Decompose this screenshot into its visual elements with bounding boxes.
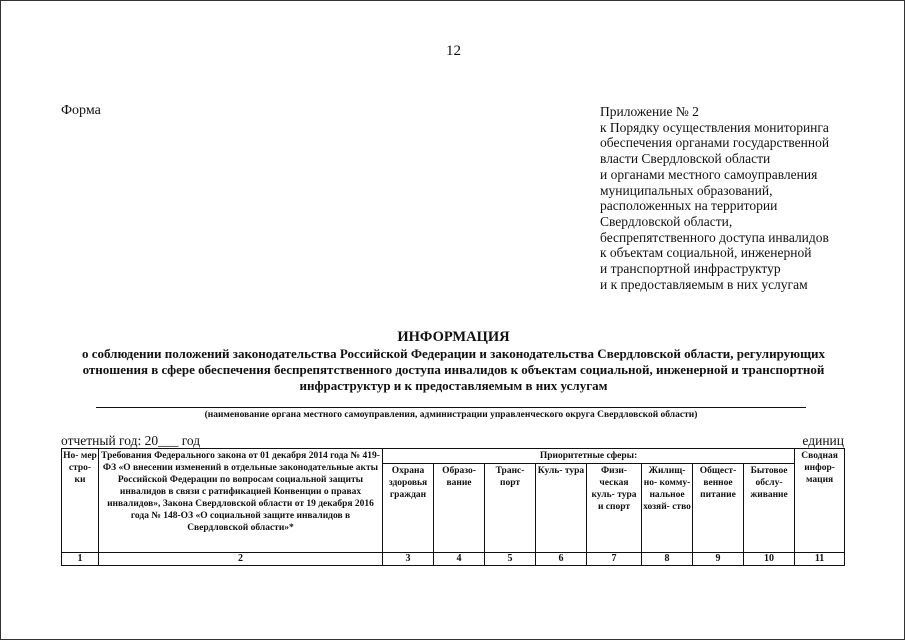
header-requirements: Требования Федерального закона от 01 декабря 2014 года № 419-ФЗ «О внесении изменений в отдельные законодательные акты Российской Федерации по вопросам социальной защиты инвалидов в связи с ратификацией Конвенции о правах инвалидов», Закона Свердловской области от 19 декабря 2016 года № 148-ОЗ «О социальной защите инвалидов в Свердловской области»* (99, 449, 383, 553)
annex-line: муниципальных образований, (600, 182, 773, 198)
annex-line: и органами местного самоуправления (600, 166, 818, 182)
annex-line: и транспортной инфраструктур (600, 261, 781, 277)
fill-in-line (96, 407, 806, 408)
header-sphere: Куль- тура (536, 464, 587, 553)
header-sphere: Бытовое обслу- живание (744, 464, 795, 553)
column-number: 1 (62, 553, 99, 566)
annex-line: расположенных на территории (600, 198, 778, 214)
document-title: ИНФОРМАЦИЯ (397, 329, 510, 345)
reporting-year: отчетный год: 20___ год (61, 433, 201, 448)
header-sphere: Жилищ- но- комму- нальное хозяй- ство (642, 464, 693, 553)
annex-line: власти Свердловской области (600, 151, 771, 167)
form-label: Форма (61, 103, 101, 118)
column-number: 7 (587, 553, 642, 566)
annex-line: к Порядку осуществления мониторинга (600, 119, 829, 135)
header-sphere: Охрана здоровья граждан (383, 464, 434, 553)
header-sphere: Образо- вание (434, 464, 485, 553)
annex-line: к объектам социальной, инженерной (600, 245, 812, 261)
column-number: 6 (536, 553, 587, 566)
column-number: 11 (795, 553, 845, 566)
column-number: 5 (485, 553, 536, 566)
header-priority-spheres: Приоритетные сферы: (383, 449, 795, 464)
header-sphere: Физи- ческая куль- тура и спорт (587, 464, 642, 553)
annex-line: Приложение № 2 (600, 104, 699, 119)
header-row-number: Но- мер стро- ки (62, 449, 99, 553)
document-subtitle: о соблюдении положений законодательства Российской Федерации и законодательства Свердловской области, регулирующих отношения в сфере обеспечения беспрепятственного доступа инвалидов к объектам социальной, инженерной и транспортной инфраструктур и к предоставляемым в них услугам (81, 346, 826, 393)
annex-block (600, 104, 900, 292)
annex-line: беспрепятственного доступа инвалидов (600, 229, 829, 245)
header-summary: Сводная инфор- мация (795, 449, 845, 553)
header-sphere: Общест- венное питание (693, 464, 744, 553)
annex-line: и к предоставляемым в них услугам (600, 276, 808, 292)
fill-in-caption: (наименование органа местного самоуправления, администрации управленческого округа Свердловской области) (204, 410, 698, 420)
column-number: 3 (383, 553, 434, 566)
column-number: 10 (744, 553, 795, 566)
report-table (61, 448, 845, 566)
column-number: 9 (693, 553, 744, 566)
units-label: единиц (802, 433, 844, 448)
header-sphere: Транс- порт (485, 464, 536, 553)
column-number: 8 (642, 553, 693, 566)
annex-line: Свердловской области, (600, 213, 733, 229)
column-number: 4 (434, 553, 485, 566)
annex-line: обеспечения органами государственной (600, 135, 830, 151)
page-number: 12 (446, 43, 461, 59)
column-number: 2 (99, 553, 383, 566)
